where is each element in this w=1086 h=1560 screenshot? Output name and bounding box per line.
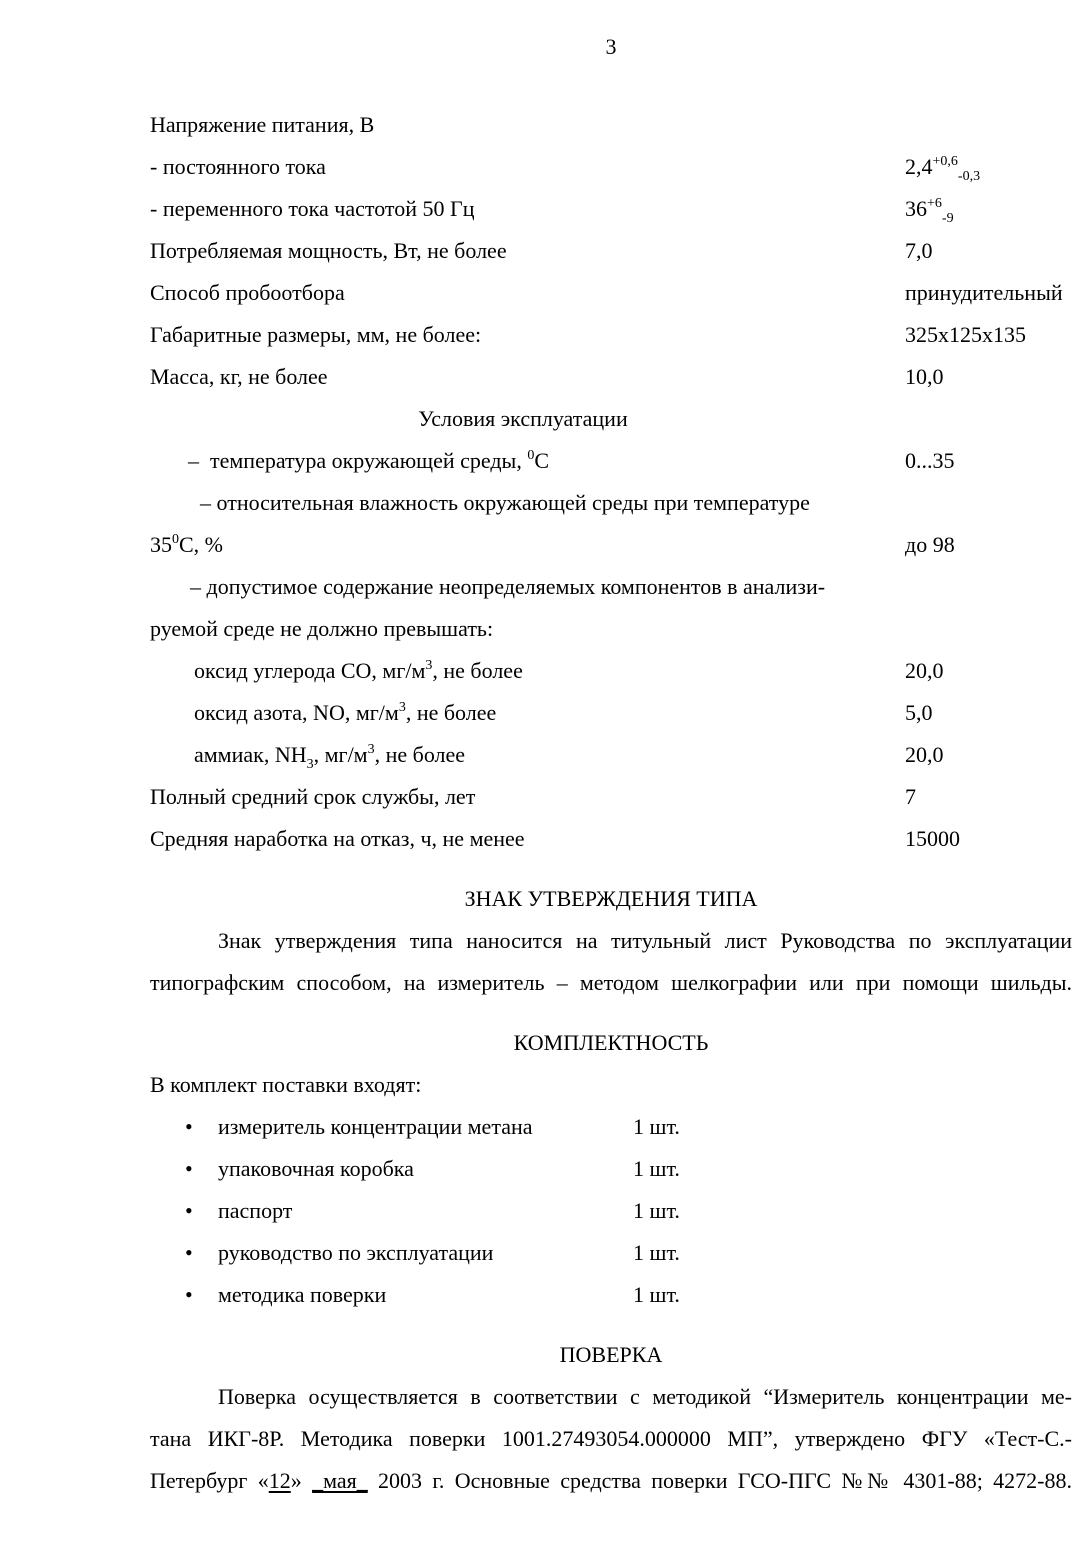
item-qty: 1 шт.	[633, 1156, 680, 1181]
section-heading-verification: ПОВЕРКА	[559, 1342, 663, 1367]
spec-row	[150, 314, 1072, 356]
label-text: аммиак, NH	[194, 742, 307, 767]
value-subscript: -9	[941, 211, 954, 226]
label-text: оксид углерода СО, мг/м	[194, 658, 426, 683]
spec-value: 325x125x135	[905, 322, 1026, 347]
list-item	[150, 1190, 1072, 1232]
completeness-intro: В комплект поставки входят:	[150, 1072, 422, 1097]
label-text: , мг/м	[313, 742, 368, 767]
paragraph-text: »	[290, 1468, 313, 1493]
spec-label	[150, 692, 905, 734]
label-text: , не более	[432, 658, 523, 683]
paragraph-line: Знак утверждения типа наносится на титульный лист Руководства по эксплуатации	[218, 928, 1072, 953]
paragraph-text: Петербург «	[150, 1468, 269, 1493]
item-qty: 1 шт.	[633, 1282, 680, 1307]
spec-label: Средняя наработка на отказ, ч, не менее	[150, 826, 525, 851]
item-name: паспорт	[218, 1198, 293, 1223]
spec-row	[150, 482, 1072, 524]
item-name: упаковочная коробка	[218, 1156, 414, 1181]
bullet-icon: •	[185, 1156, 193, 1181]
value-subscript: -0,3	[957, 169, 981, 184]
cubed-superscript: 3	[398, 700, 406, 715]
spec-value: 20,0	[905, 658, 944, 683]
cubed-superscript: 3	[425, 658, 433, 673]
section-heading-type-approval: ЗНАК УТВЕРЖДЕНИЯ ТИПА	[464, 886, 758, 911]
spec-label: – допустимое содержание неопределяемых компонентов в анализи-	[190, 574, 826, 599]
spec-row	[150, 692, 1072, 734]
section-heading-conditions: Условия эксплуатации	[418, 406, 628, 431]
paragraph-line	[150, 1460, 1072, 1502]
spec-row	[150, 188, 1072, 230]
spec-value: 15000	[905, 826, 960, 851]
spec-value	[905, 104, 1072, 146]
spec-row	[150, 818, 1072, 860]
spec-row	[150, 146, 1072, 188]
spec-row	[150, 230, 1072, 272]
spec-label: руемой среде не должно превышать:	[150, 616, 494, 641]
bullet-icon: •	[185, 1114, 193, 1139]
spec-value: 7	[905, 784, 916, 809]
spec-value: 5,0	[905, 700, 933, 725]
formula-subscript: 3	[306, 757, 314, 772]
spec-row	[150, 272, 1072, 314]
spec-label: - постоянного тока	[150, 154, 326, 179]
page-number: 3	[605, 34, 617, 59]
cubed-superscript: 3	[367, 742, 375, 757]
spec-row	[150, 566, 1072, 608]
spec-row	[150, 356, 1072, 398]
value-base: 2,4	[905, 154, 933, 179]
section-heading-completeness: КОМПЛЕКТНОСТЬ	[513, 1030, 709, 1055]
spec-label: Масса, кг, не более	[150, 364, 328, 389]
spec-label: Полный средний срок службы, лет	[150, 784, 476, 809]
spec-row	[150, 104, 1072, 146]
spec-label: Габаритные размеры, мм, не более:	[150, 322, 482, 347]
bullet-icon: •	[185, 1198, 193, 1223]
spec-value: до 98	[905, 532, 955, 557]
item-name: методика поверки	[218, 1282, 387, 1307]
item-qty: 1 шт.	[633, 1240, 680, 1265]
label-text: С, %	[179, 532, 223, 557]
spec-value: 20,0	[905, 742, 944, 767]
degree-superscript: 0	[172, 532, 179, 547]
value-superscript: +0,6	[932, 154, 958, 169]
item-qty: 1 шт.	[633, 1114, 680, 1139]
date-month-underlined: _мая_	[312, 1468, 368, 1493]
paragraph-line: тана ИКГ-8Р. Методика поверки 1001.27493054.000000 МП”, утверждено ФГУ «Тест-С.-	[150, 1426, 1072, 1451]
item-name: руководство по эксплуатации	[218, 1240, 494, 1265]
spec-row	[150, 440, 1072, 482]
spec-label: - переменного тока частотой 50 Гц	[150, 196, 475, 221]
spec-row	[150, 734, 1072, 776]
spec-label	[150, 650, 905, 692]
spec-value: 7,0	[905, 238, 933, 263]
spec-row	[150, 650, 1072, 692]
label-text: – температура окружающей среды,	[188, 448, 528, 473]
label-text: 35	[150, 532, 172, 557]
spec-label	[150, 524, 905, 566]
spec-value: 10,0	[905, 364, 944, 389]
paragraph-text: 2003 г. Основные средства поверки ГСО-ПГС №№ 4301-88; 4272-88.	[367, 1468, 1072, 1493]
list-item	[150, 1274, 1072, 1316]
degree-superscript: 0	[527, 448, 535, 463]
spec-value	[905, 188, 1072, 230]
spec-value: принудительный	[905, 280, 1063, 305]
bullet-icon: •	[185, 1240, 193, 1265]
paragraph-line: Поверка осуществляется в соответствии с методикой “Измеритель концентрации ме-	[218, 1384, 1072, 1409]
spec-label	[150, 734, 905, 776]
list-item	[150, 1232, 1072, 1274]
date-day-underlined: 12	[268, 1468, 291, 1493]
list-item	[150, 1148, 1072, 1190]
spec-row	[150, 524, 1072, 566]
top-spacer	[150, 68, 1072, 104]
spec-label	[150, 440, 905, 482]
item-name: измеритель концентрации метана	[218, 1114, 533, 1139]
item-qty: 1 шт.	[633, 1198, 680, 1223]
value-superscript: +6	[927, 196, 942, 211]
spec-value	[905, 146, 1072, 188]
spec-label: – относительная влажность окружающей среды при температуре	[200, 490, 810, 515]
spec-row	[150, 776, 1072, 818]
paragraph-line: типографским способом, на измеритель – методом шелкографии или при помощи шильды.	[150, 970, 1072, 995]
spec-label: Потребляемая мощность, Вт, не более	[150, 238, 507, 263]
spec-row	[150, 608, 1072, 650]
label-text: , не более	[405, 700, 497, 725]
label-text: оксид азота, NO, мг/м	[194, 700, 399, 725]
bullet-icon: •	[185, 1282, 193, 1307]
label-text: С	[534, 448, 550, 473]
label-text: , не более	[374, 742, 466, 767]
value-base: 36	[905, 196, 927, 221]
spec-label: Напряжение питания, В	[150, 112, 375, 137]
list-item	[150, 1106, 1072, 1148]
spec-value: 0...35	[905, 448, 955, 473]
spec-label: Способ пробоотбора	[150, 280, 345, 305]
